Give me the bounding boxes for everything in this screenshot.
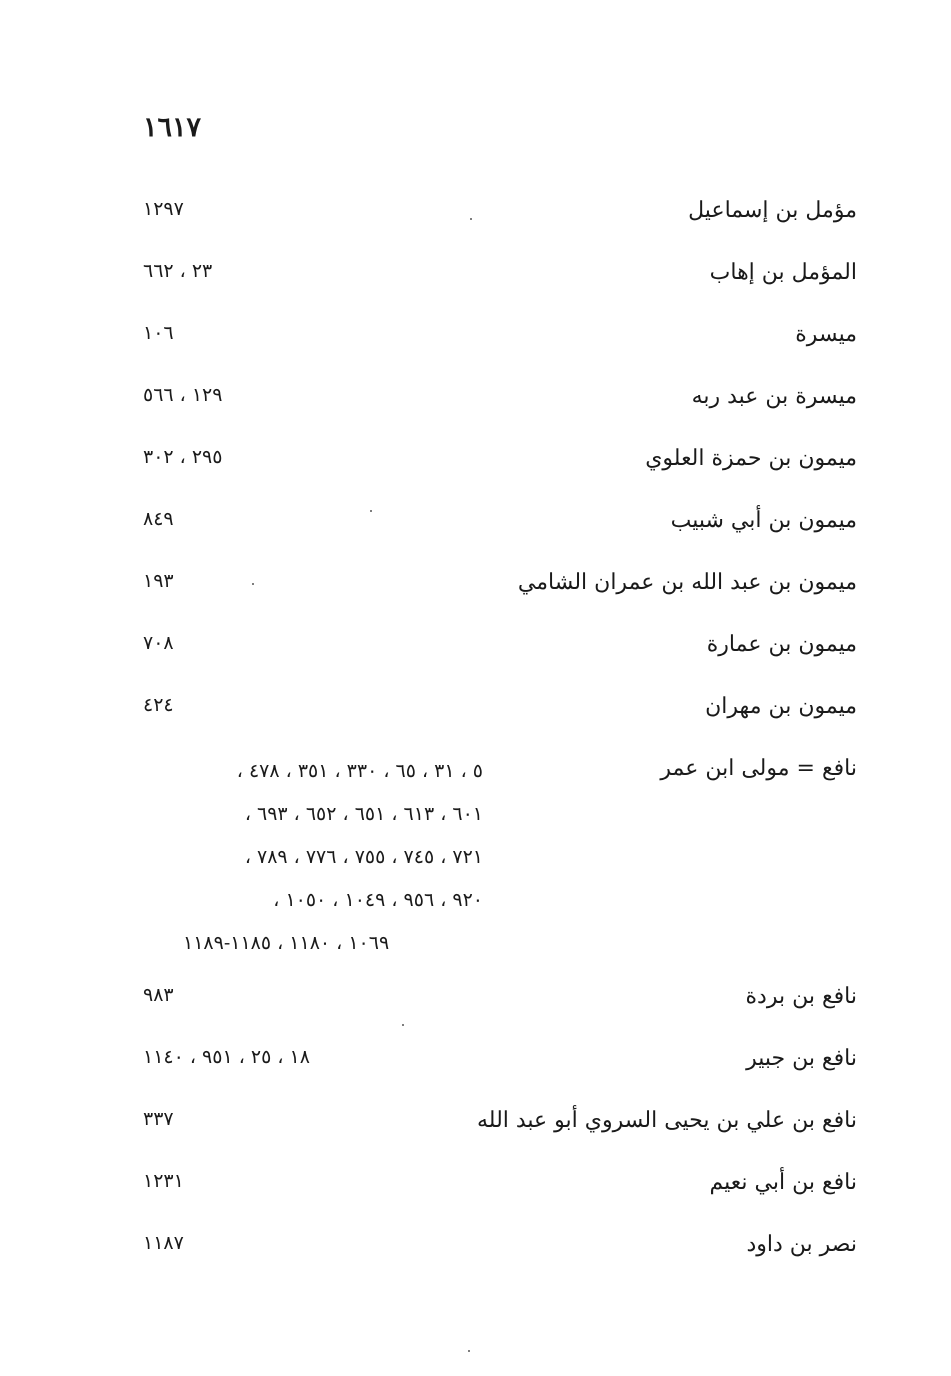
scan-speck bbox=[402, 1024, 404, 1026]
scan-speck bbox=[370, 510, 372, 512]
entry-name: ميمون بن عبد الله بن عمران الشامي bbox=[517, 570, 857, 595]
entry-name: المؤمل بن إهاب bbox=[709, 260, 857, 285]
entry-refs: ٧٠٨ bbox=[143, 632, 174, 654]
entry-name: ميمون بن عمارة bbox=[706, 632, 857, 657]
entry-name: نافع بن بردة bbox=[745, 984, 857, 1009]
entry-refs: ١٩٣ bbox=[143, 570, 174, 592]
refs-line: ٥ ، ٣١ ، ٦٥ ، ٣٣٠ ، ٣٥١ ، ٤٧٨ ، bbox=[236, 760, 483, 782]
entry-name: ميسرة bbox=[795, 322, 857, 347]
entry-name: ميمون بن أبي شبيب bbox=[670, 508, 857, 533]
entry-name: نافع بن جبير bbox=[746, 1046, 857, 1071]
scan-speck bbox=[252, 583, 254, 585]
entry-refs: ٤٢٤ bbox=[143, 694, 174, 716]
entry-refs: ١١٨٧ bbox=[143, 1232, 184, 1254]
entry-refs: ٨٤٩ bbox=[143, 508, 174, 530]
page-number: ١٦١٧ bbox=[143, 112, 202, 143]
entry-name: ميمون بن حمزة العلوي bbox=[645, 446, 857, 471]
entry-name: ميمون بن مهران bbox=[705, 694, 857, 719]
refs-line: ٩٢٠ ، ٩٥٦ ، ١٠٤٩ ، ١٠٥٠ ، bbox=[273, 889, 483, 911]
entry-refs: ٩٨٣ bbox=[143, 984, 174, 1006]
entry-refs: ٢٣ ، ٦٦٢ bbox=[143, 260, 213, 282]
entry-refs: ١٢٩٧ bbox=[143, 198, 184, 220]
entry-name: نافع بن أبي نعيم bbox=[709, 1170, 857, 1195]
refs-line: ١٠٦٩ ، ١١٨٠ ، ١١٨٥-١١٨٩ bbox=[183, 932, 390, 954]
scan-speck bbox=[468, 1350, 470, 1352]
entry-refs: ٢٩٥ ، ٣٠٢ bbox=[143, 446, 223, 468]
entry-refs: ١٠٦ bbox=[143, 322, 174, 344]
entry-refs: ١٨ ، ٢٥ ، ٩٥١ ، ١١٤٠ bbox=[143, 1046, 310, 1068]
entry-name: نصر بن داود bbox=[746, 1232, 857, 1257]
entry-name: ميسرة بن عبد ربه bbox=[691, 384, 857, 409]
entry-refs: ٣٣٧ bbox=[143, 1108, 174, 1130]
refs-line: ٧٢١ ، ٧٤٥ ، ٧٥٥ ، ٧٧٦ ، ٧٨٩ ، bbox=[244, 846, 483, 868]
entry-refs bbox=[143, 756, 483, 971]
entry-name: نافع = مولى ابن عمر bbox=[660, 756, 857, 781]
entry-name: نافع بن علي بن يحيى السروي أبو عبد الله bbox=[476, 1108, 857, 1133]
entry-refs: ١٢٩ ، ٥٦٦ bbox=[143, 384, 223, 406]
refs-line: ٦٠١ ، ٦١٣ ، ٦٥١ ، ٦٥٢ ، ٦٩٣ ، bbox=[244, 803, 483, 825]
entry-refs: ١٢٣١ bbox=[143, 1170, 184, 1192]
entry-name: مؤمل بن إسماعيل bbox=[688, 198, 857, 223]
scan-speck bbox=[470, 218, 472, 220]
